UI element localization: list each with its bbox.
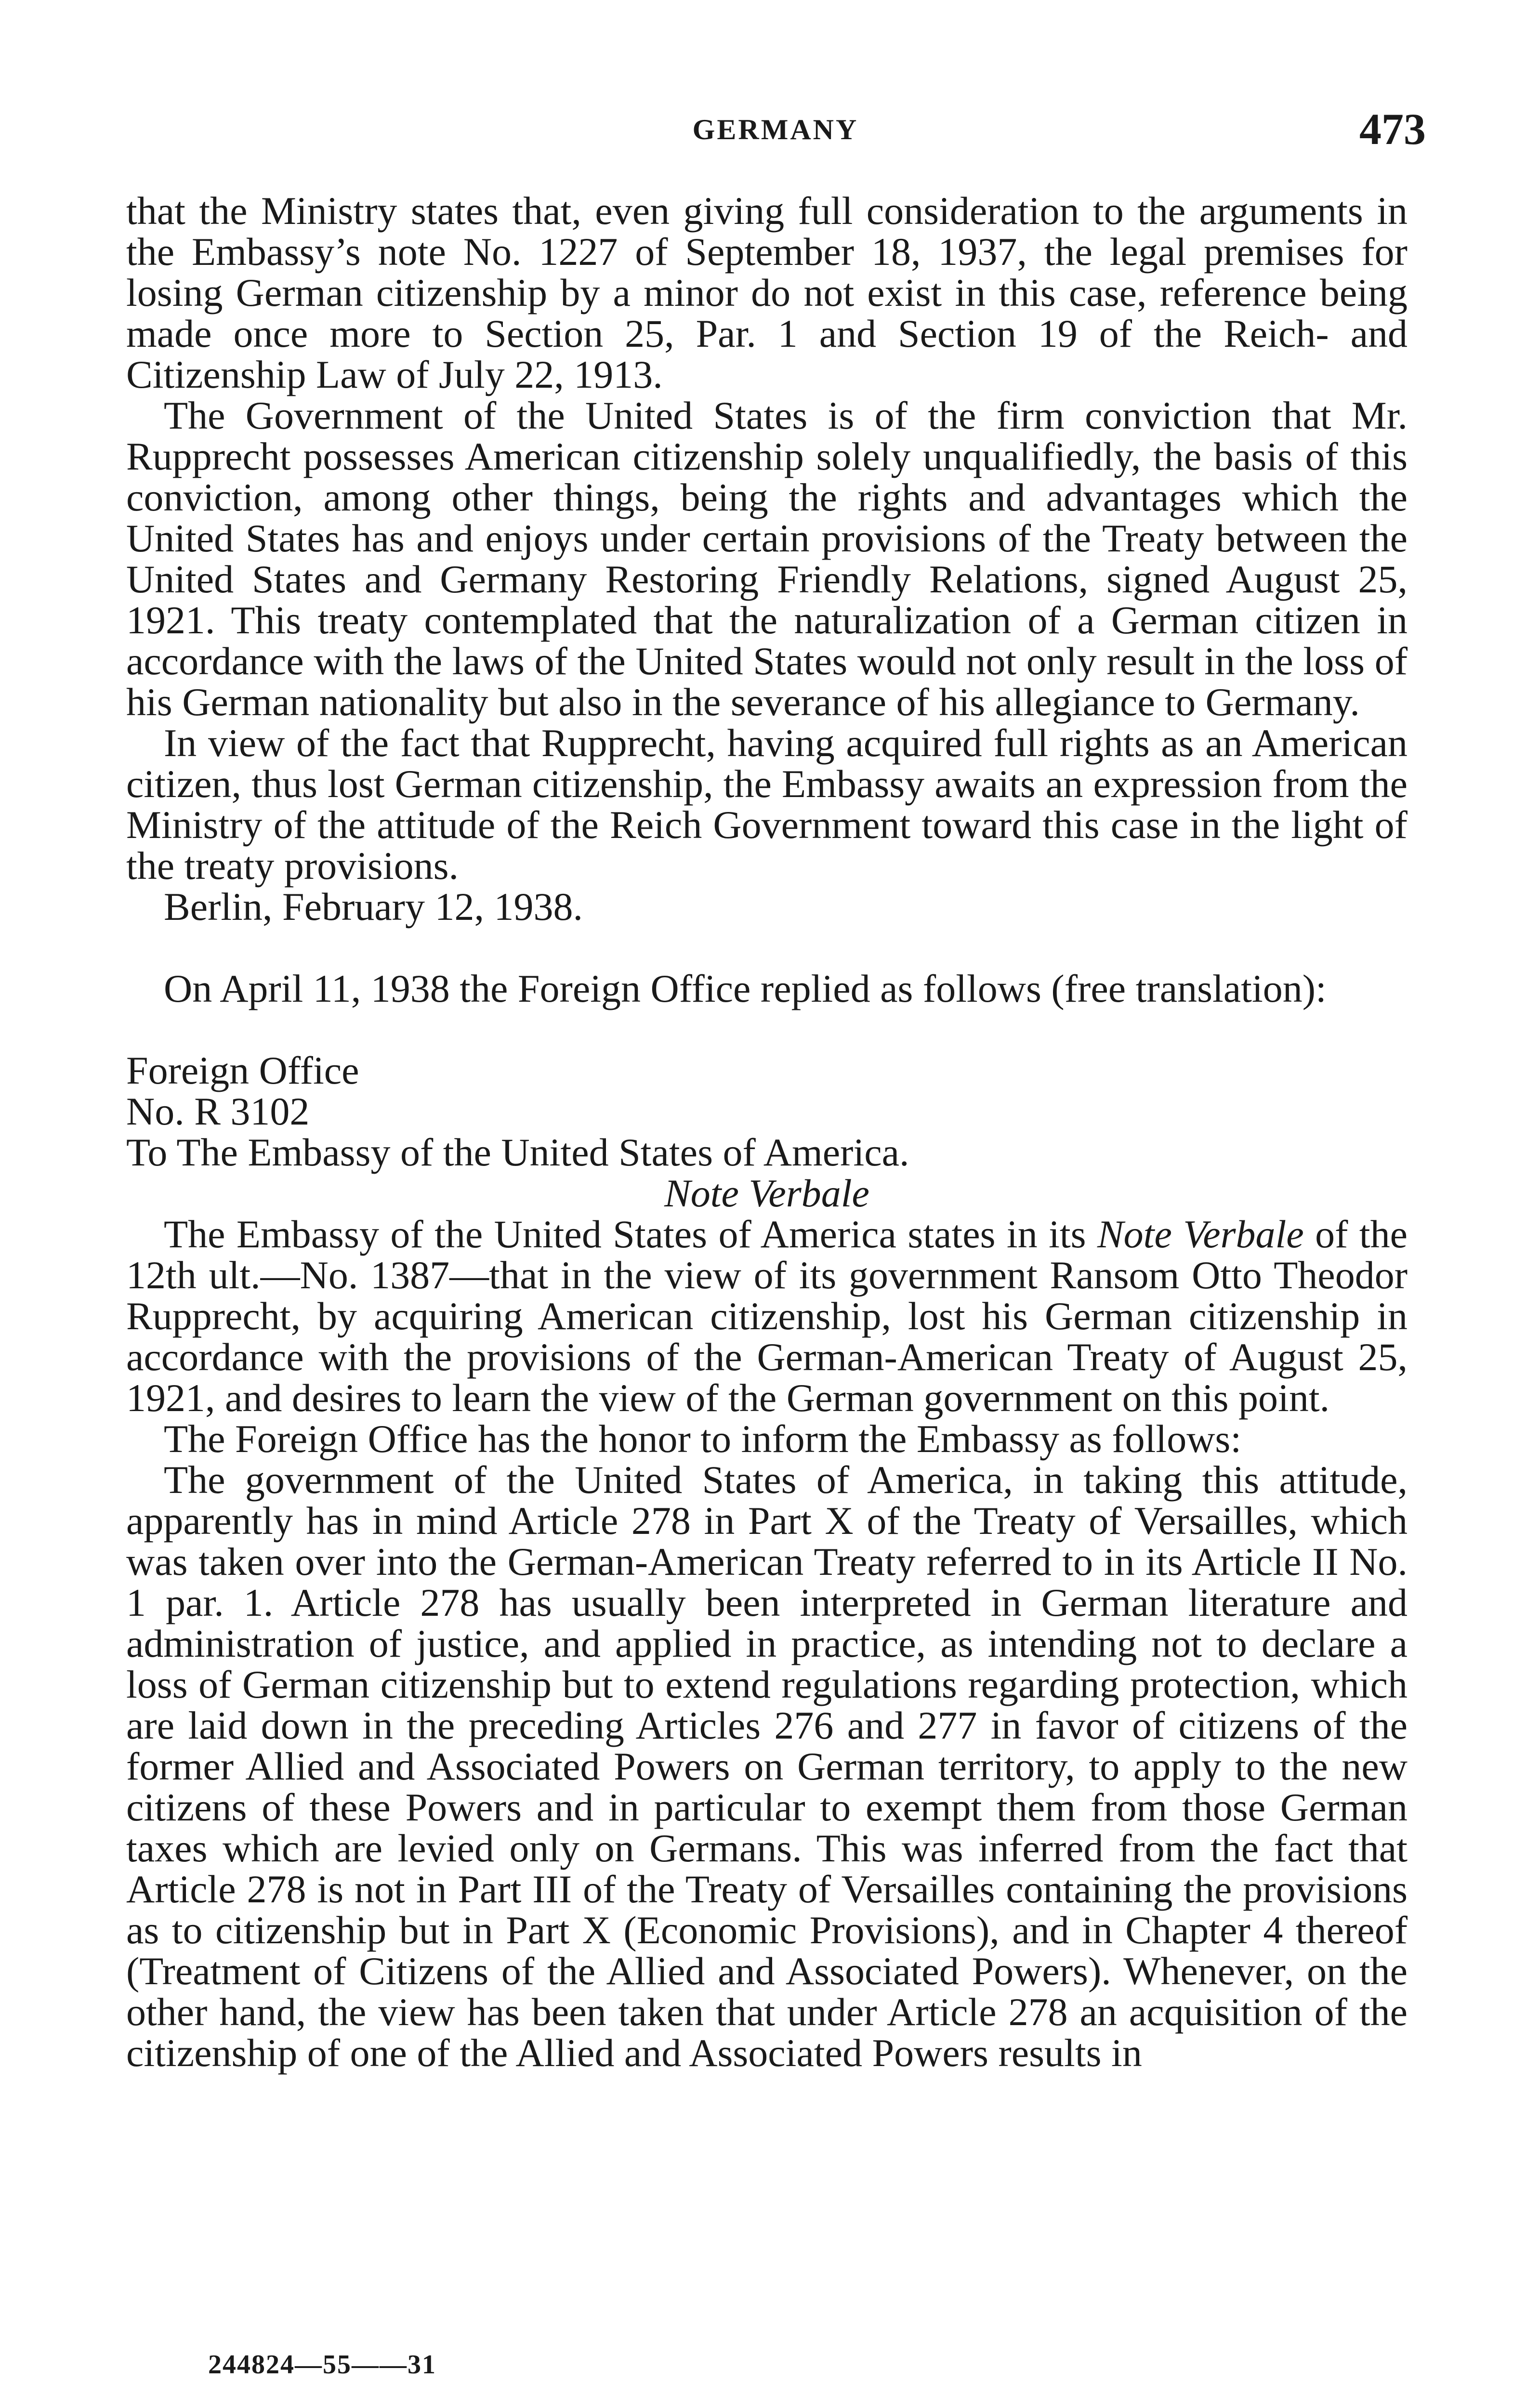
note-summary-start: The Embassy of the United States of America states in its	[164, 1212, 1097, 1256]
page-header	[125, 104, 1426, 157]
address-line-office: Foreign Office	[126, 1048, 359, 1092]
paragraph-continuation: that the Ministry states that, even giving full consideration to the arguments in the Embassy’s note No. 1227 of September 18, 1937, the legal premises for losing German citizenship by a minor do not exist in this case, reference being made once more to Section 25, Par. 1 and Section 19 of the Reich- and Citizenship Law of July 22, 1913.	[126, 189, 1408, 396]
note-summary-rest: of the 12th ult.—No. 1387—that in the view of its government Ransom Otto Theodor Rupprecht, by acquiring American citizenship, lost his German citizenship in accordance with the provisions of the German-American Treaty of August 25, 1921, and desires to learn the view of the German government on this point.	[126, 1212, 1408, 1420]
note-verbale-heading	[126, 1173, 1408, 1214]
print-code: 244824—55——31	[208, 2350, 436, 2380]
paragraph-us-conviction: The Government of the United States is of the firm conviction that Mr. Rupprecht possesses American citizenship solely unqualifiedly, the basis of this conviction, among other things, being the rights and advantages which the United States has and enjoys under certain provisions of the Treaty between the United States and Germany Restoring Friendly Relations, signed August 25, 1921. This treaty contemplated that the naturalization of a German citizen in accordance with the laws of the United States would not only result in the loss of his German nationality but also in the severance of his allegiance to Germany.	[126, 393, 1408, 724]
dateline: Berlin, February 12, 1938.	[164, 885, 583, 929]
paragraph-embassy-request: In view of the fact that Rupprecht, having acquired full rights as an American citizen, thus lost German citizenship, the Embassy awaits an expression from the Ministry of the attitude of the Reich Government toward this case in the light of the treaty provisions.	[126, 721, 1408, 888]
note-summary-italic: Note Verbale	[1097, 1212, 1304, 1256]
document-body	[126, 190, 1408, 2073]
running-head: GERMANY	[692, 114, 859, 145]
note-verbale-title: Note Verbale	[664, 1171, 869, 1215]
address-block	[126, 1050, 1408, 1173]
paragraph-article-278: The government of the United States of America, in taking this attitude, apparently has in mind Article 278 in Part X of the Treaty of Versailles, which was taken over into the German-American Treaty referred to in its Article II No. 1 par. 1. Article 278 has usually been interpreted in German literature and administration of justice, and applied in practice, as intending not to declare a loss of German citizenship but to extend regulations regarding protection, which are laid down in the preceding Articles 276 and 277 in favor of citizens of the former Allied and Associated Powers on German territory, to apply to the new citizens of these Powers and in particular to exempt them from those German taxes which are levied only on Germans. This was inferred from the fact that Article 278 is not in Part III of the Treaty of Versailles containing the provisions as to citizenship but in Part X (Economic Provisions), and in Chapter 4 thereof (Treatment of Citizens of the Allied and Associated Powers). Whenever, on the other hand, the view has been taken that under Article 278 an acquisition of the citizenship of one of the Allied and Associated Powers results in	[126, 1458, 1408, 2075]
page-number: 473	[1359, 105, 1426, 154]
paragraph-foreign-office-reply: On April 11, 1938 the Foreign Office replied as follows (free translation):	[164, 967, 1327, 1010]
paragraph-note-verbale-summary	[126, 1214, 1408, 1418]
paragraph-honor-to-inform: The Foreign Office has the honor to inform the Embassy as follows:	[164, 1417, 1242, 1461]
address-line-recipient: To The Embassy of the United States of America.	[126, 1130, 909, 1174]
address-line-number: No. R 3102	[126, 1089, 310, 1133]
